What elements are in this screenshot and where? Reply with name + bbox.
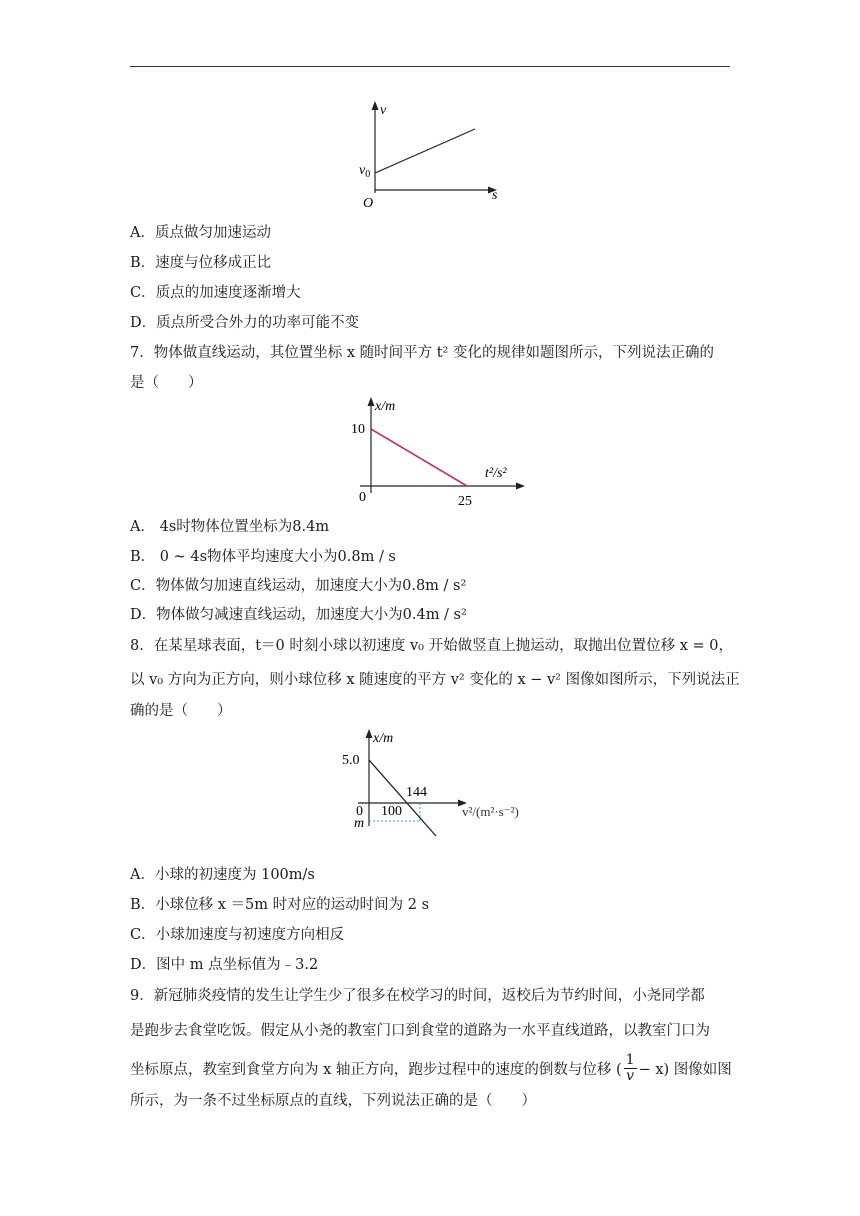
q6-option-b: B．速度与位移成正比 [130,255,272,271]
x-tick-100: 100 [381,804,402,819]
q9-line3: 坐标原点，教室到食堂方向为 x 轴正方向，跑步过程中的速度的倒数与位移 ( 1 v − x) 图像如图 [130,1052,732,1084]
v0-label: $v_0$ [359,163,371,180]
q8-option-c: C．小球加速度与初速度方向相反 [130,927,345,943]
q9-line4: 所示，为一条不过坐标原点的直线，下列说法正确的是（ ） [130,1093,536,1109]
q9-line2: 是跑步去食堂吃饭。假定从小尧的教室门口到食堂的道路为一水平直线道路，以教室门口为 [130,1023,710,1039]
q8-option-d: D．图中 m 点坐标值为﹣3.2 [130,957,319,973]
q7-option-a: A． 4s时物体位置坐标为8.4m [130,519,330,535]
figure-v-s-graph [355,98,505,210]
x-axis-label: s [492,188,498,203]
q7-stem-line2: 是（ ） [130,375,203,391]
q7-option-b: B． 0 ~ 4s物体平均速度大小为0.8m / s [130,549,396,565]
y-tick-10: 10 [351,422,365,437]
q6-option-a: A．质点做匀加速运动 [130,225,271,241]
x-tick-0: 0 [359,490,366,505]
y-axis-label: x/m [375,399,396,414]
x-axis-arrow [516,483,525,490]
y-axis-label: v [380,103,387,118]
figure-x-v2-graph [338,726,528,841]
y-axis-arrow [366,729,373,738]
data-line [371,429,467,486]
y-tick-m: m [354,816,365,831]
figure-x-t2-graph [340,393,530,511]
fraction-1-over-v: 1 v [625,1052,635,1084]
y-axis-arrow [368,397,375,406]
q8-stem-line2: 以 v₀ 方向为正方向，则小球位移 x 随速度的平方 v² 变化的 x − v² 图像如图所示，下列说法正 [130,672,740,688]
y-axis-arrow [372,101,379,110]
y-tick-5: 5.0 [342,753,360,768]
x-tick-25: 25 [458,494,472,509]
q7-stem-line1: 7．物体做直线运动，其位置坐标 x 随时间平方 t² 变化的规律如题图所示，下列说法正确的 [130,345,714,361]
header-rule [130,66,730,67]
origin-label: O [363,196,374,210]
q7-option-c: C．物体做匀加速直线运动，加速度大小为0.8m / s² [130,578,467,594]
data-line [375,129,475,173]
x-tick-0: 0 [356,804,363,819]
x-axis-label: v²/(m²·s⁻²) [462,804,519,819]
q8-stem-line3: 确的是（ ） [130,703,232,719]
q6-option-c: C．质点的加速度逐渐增大 [130,285,301,301]
q8-option-a: A．小球的初速度为 100m/s [130,867,315,883]
q8-stem-line1: 8．在某星球表面，t＝0 时刻小球以初速度 v₀ 开始做竖直上抛运动，取抛出位置位移 x = 0， [130,638,733,654]
q8-option-b: B．小球位移 x ＝5m 时对应的运动时间为 2 s [130,897,430,913]
q7-option-d: D．物体做匀减速直线运动，加速度大小为0.4m / s² [130,607,467,623]
x-axis-label: t²/s² [485,466,507,481]
x-tick-144: 144 [406,785,427,800]
y-axis-label: x/m [373,731,394,746]
q9-line1: 9．新冠肺炎疫情的发生让学生少了很多在校学习的时间，返校后为节约时间，小尧同学都 [130,988,705,1004]
q6-option-d: D．质点所受合外力的功率可能不变 [130,315,360,331]
